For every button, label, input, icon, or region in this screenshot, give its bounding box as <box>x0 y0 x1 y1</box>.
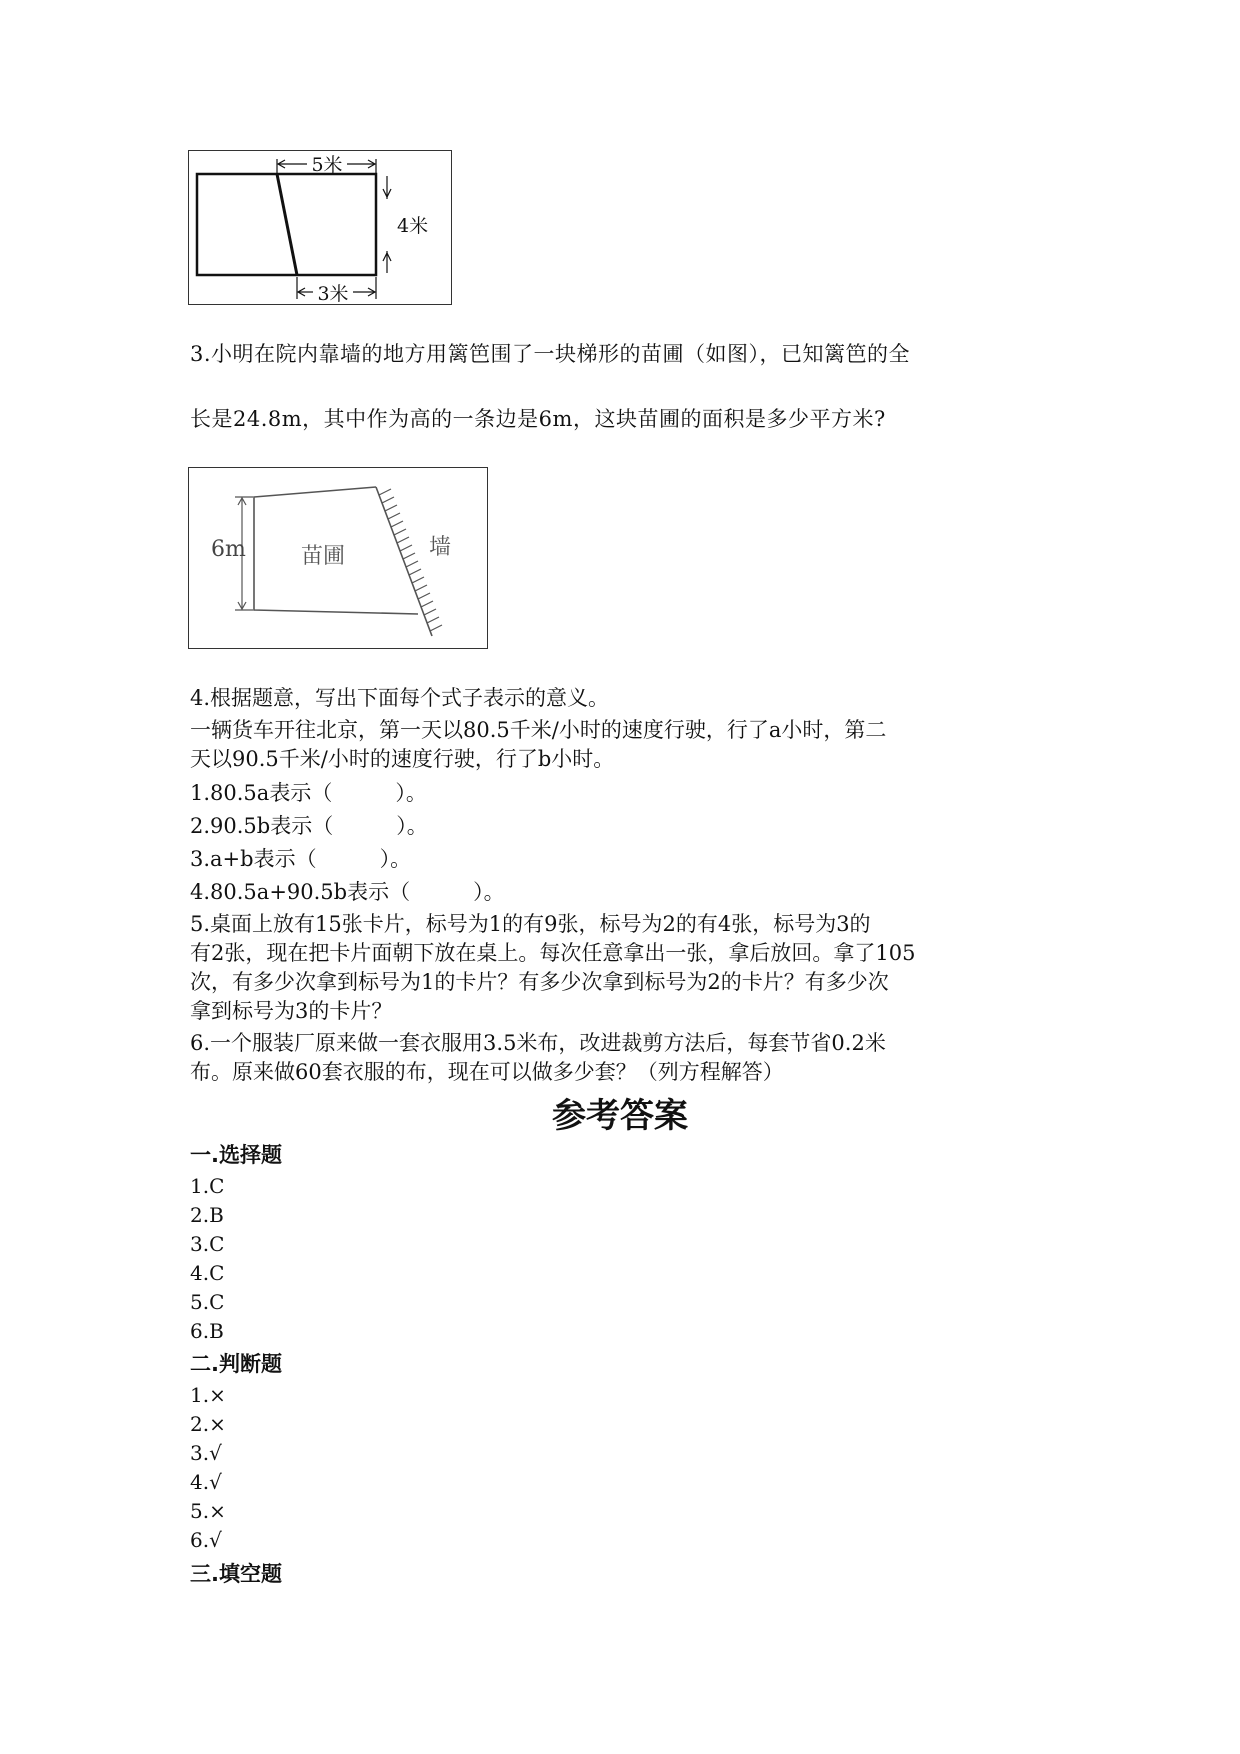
section-heading-judgement: 二.判断题 <box>190 1352 282 1376</box>
answer-judgement-3: 3.√ <box>190 1441 222 1465</box>
figure-label-garden: 苗圃 <box>301 544 346 569</box>
figure-rectangle-cut-drawing <box>189 151 451 304</box>
answers-title: 参考答案 <box>552 1096 688 1136</box>
question-4-item-4: 4.80.5a+90.5b表示（ ）。 <box>190 880 505 904</box>
answer-judgement-4: 4.√ <box>190 1470 222 1494</box>
question-5-line-4: 拿到标号为3的卡片？ <box>190 999 393 1023</box>
question-5-line-2: 有2张，现在把卡片面朝下放在桌上。每次任意拿出一张，拿后放回。拿了105 <box>190 941 916 965</box>
figure-label-bottom: 3米 <box>317 283 349 304</box>
figure-garden <box>188 467 488 649</box>
answer-choice-4: 4.C <box>190 1261 225 1285</box>
figure-label-height: 6m <box>211 537 246 562</box>
answer-choice-1: 1.C <box>190 1174 225 1198</box>
question-4-item-2: 2.90.5b表示（ ）。 <box>190 814 428 838</box>
question-5-line-3: 次，有多少次拿到标号为1的卡片？有多少次拿到标号为2的卡片？有多少次 <box>190 970 889 994</box>
question-6-line-1: 6.一个服装厂原来做一套衣服用3.5米布，改进裁剪方法后，每套节省0.2米 <box>190 1031 886 1055</box>
answer-judgement-1: 1.× <box>190 1383 226 1407</box>
section-heading-fill-blank: 三.填空题 <box>190 1562 282 1586</box>
question-3-line-2: 长是24.8m，其中作为高的一条边是6m，这块苗圃的面积是多少平方米? <box>190 407 886 431</box>
question-4-item-1: 1.80.5a表示（ ）。 <box>190 781 427 805</box>
answer-choice-6: 6.B <box>190 1319 224 1343</box>
figure-garden-drawing <box>189 468 487 648</box>
answer-judgement-5: 5.× <box>190 1499 226 1523</box>
question-4-line-2: 一辆货车开往北京，第一天以80.5千米/小时的速度行驶，行了a小时，第二 <box>190 718 887 742</box>
question-4-line-3: 天以90.5千米/小时的速度行驶，行了b小时。 <box>190 747 615 771</box>
section-heading-choice: 一.选择题 <box>190 1143 282 1167</box>
answer-choice-3: 3.C <box>190 1232 225 1256</box>
figure-label-wall: 墙 <box>429 535 452 560</box>
question-6-line-2: 布。原来做60套衣服的布，现在可以做多少套？（列方程解答） <box>190 1060 784 1084</box>
answer-judgement-2: 2.× <box>190 1412 226 1436</box>
figure-rectangle-cut <box>188 150 452 305</box>
answer-judgement-6: 6.√ <box>190 1528 222 1552</box>
question-4-item-3: 3.a+b表示（ ）。 <box>190 847 412 871</box>
question-4-line-1: 4.根据题意，写出下面每个式子表示的意义。 <box>190 686 610 710</box>
answer-choice-5: 5.C <box>190 1290 225 1314</box>
question-3-line-1: 3.小明在院内靠墙的地方用篱笆围了一块梯形的苗圃（如图），已知篱笆的全 <box>190 342 911 366</box>
answer-choice-2: 2.B <box>190 1203 224 1227</box>
question-5-line-1: 5.桌面上放有15张卡片，标号为1的有9张，标号为2的有4张，标号为3的 <box>190 912 871 936</box>
figure-label-right: 4米 <box>397 215 429 237</box>
figure-label-top: 5米 <box>311 154 343 176</box>
